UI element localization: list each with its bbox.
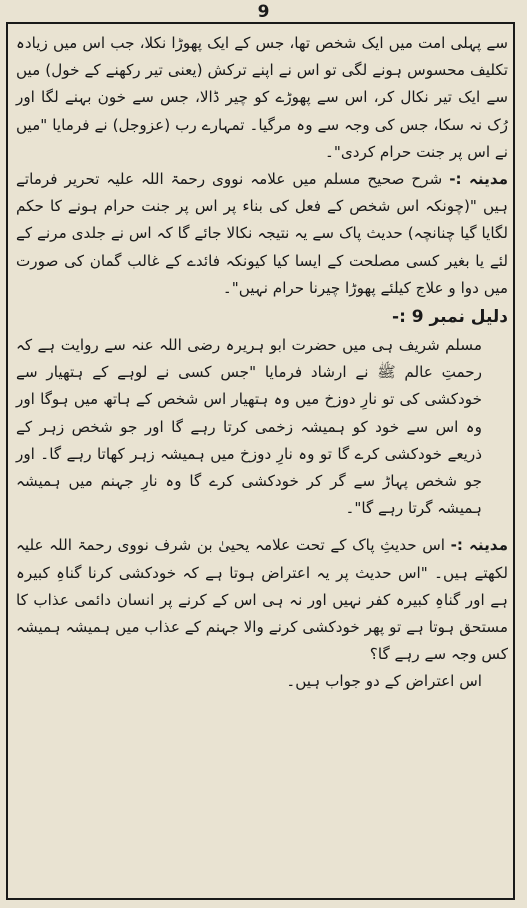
paragraph-1: سے پہلی امت میں ایک شخص تھا، جس کے ایک پھوڑا نکلا، جب اس میں زیادہ تکلیف محسوس ہونے لگی تو اس نے اپنے ترکش (یعنی تیر رکھنے کے خول) میں سے ایک تیر نکال کر، اس سے پھوڑے کو چیر ڈالا، جس سے خون بہنے لگا اور رُک نہ سکا، جس کی وجہ سے وہ مرگیا۔ تمہارے رب (عزوجل) نے فرمایا "میں نے اس پر جنت حرام کردی"۔ xyxy=(16,34,508,161)
madina-label-1: مدینہ :- xyxy=(449,170,508,189)
paragraph-4 xyxy=(16,532,508,668)
paragraph-2 xyxy=(16,166,508,302)
madina-label-2: مدینہ :- xyxy=(450,536,508,555)
paragraph-5: اس اعتراض کے دو جواب ہیں۔ xyxy=(286,672,482,691)
paragraph-2-text: شرح صحیح مسلم میں علامہ نووی رحمۃ اللہ علیہ تحریر فرماتے ہیں "(چونکہ اس شخص کے فعل کی بناء پر اس پر جنت حرام ہونے کا حکم لگایا گیا چنانچہ) حدیث پاک سے یہ نتیجہ نکالا جائے گا کہ اس نے جلدی مرنے کے لئے یا بغیر کسی مصلحت کے ایسا کیا کیونکہ فائدے کے غالب گمان کی صورت میں دوا و علاج کیلئے پھوڑا چیرنا حرام نہیں"۔ xyxy=(16,170,508,297)
page-content xyxy=(16,30,508,696)
spacer xyxy=(16,522,508,532)
paragraph-4-text: اس حدیثِ پاک کے تحت علامہ یحییٰ بن شرف نووی رحمۃ اللہ علیہ لکھتے ہیں۔ "اس حدیث پر یہ اعتراض ہوتا ہے کہ خودکشی کرنا گناہِ کبیرہ ہے اور گناہِ کبیرہ کفر نہیں اور نہ ہی اس کے کرنے پر انسان دائمی عذاب کا مستحق ہوتا ہے تو پھر خودکشی کرنے والا جہنم کے عذاب میں ہمیشہ ہمیشہ کس وجہ سے رہے گا؟ xyxy=(16,536,508,664)
section-heading: دلیل نمبر 9 :- xyxy=(392,307,508,328)
paragraph-3: مسلم شریف ہی میں حضرت ابو ہریرہ رضی اللہ عنہ سے روایت ہے کہ رحمتِ عالم ﷺ نے ارشاد فرمایا "جس کسی نے لوہے کے ہتھیار سے خودکشی کی تو نارِ دوزخ میں وہ ہتھیار اس شخص کے ہاتھ میں ہوگا اور وہ اس سے خود کو ہمیشہ زخمی کرتا رہے گا اور جو شخص زہر کے ذریعے خودکشی کرے گا تو وہ نارِ دوزخ میں ہمیشہ زہر کھاتا رہے گا۔ اور جو شخص پہاڑ سے گر کر خودکشی کرے گا وہ نارِ جہنم میں ہمیشہ ہمیشہ گرتا رہے گا"۔ xyxy=(16,336,482,518)
page-number: 9 xyxy=(257,2,270,22)
